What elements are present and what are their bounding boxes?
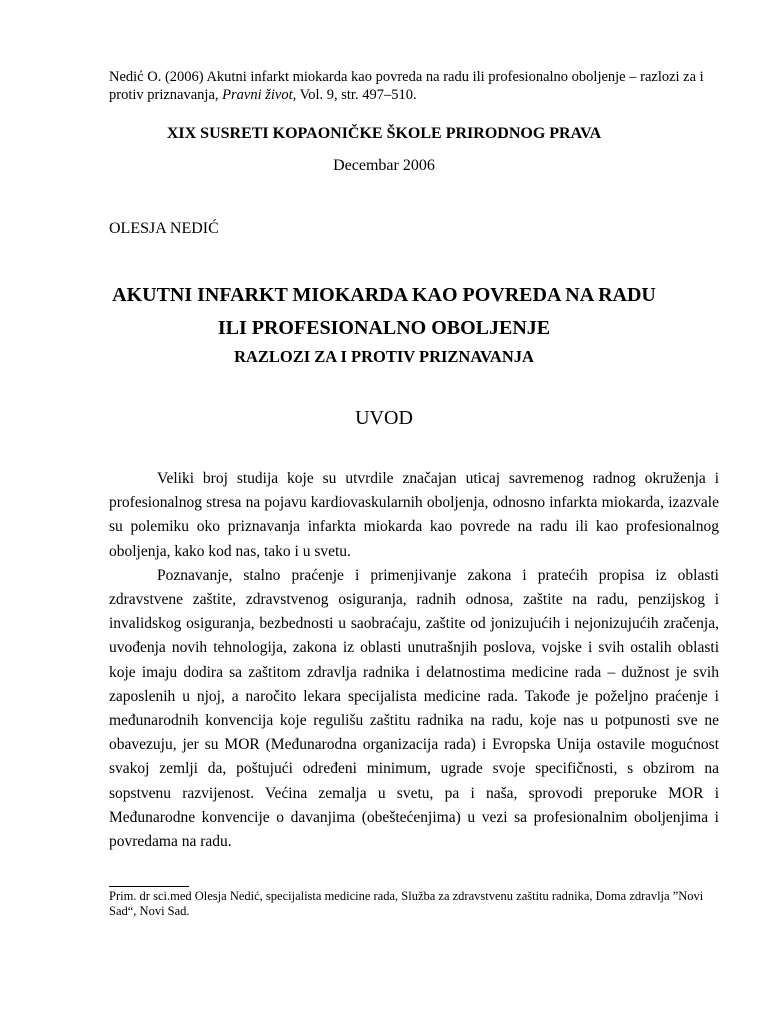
body-text bbox=[109, 467, 719, 854]
paragraph: Poznavanje, stalno praćenje i primenjivanje zakona i pratećih propisa iz oblasti zdravstvene zaštite, zdravstvenog osiguranja, radnih odnosa, zaštite na radu, penzijskog i invalidskog osiguranja, bezbednosti u saobraćaju, zaštite od jonizujućih i nejonizujućih zračenja, uvođenja novih tehnologija, zakona iz oblasti unutrašnjih poslova, vojske i svih ostalih oblasti koje imaju dodira sa zaštitom zdravlja radnika i delatnostima medicine rada – dužnost je svih zaposlenih u njoj, a naročito lekara specijalista medicine rada. Takođe je poželjno praćenje i međunarodnih konvencija koje regulišu zaštitu radnika na radu, koje nas u potpunosti sve ne obavezuju, jer su MOR (Međunarodna organizacija rada) i Evropska Unija ostavile mogućnost svakoj zemlji da, poštujući određeni minimum, ugrade svoje specifičnosti, s obzirom na sopstvenu razvijenost. Većina zemalja u svetu, pa i naša, sprovodi preporuke MOR i Međunarodne konvencije o davanjima (obeštećenjima) u vezi sa profesionalnim oboljenjima i povredama na radu. bbox=[109, 566, 719, 851]
conference-date: Decembar 2006 bbox=[333, 157, 435, 174]
citation bbox=[109, 68, 719, 104]
paper-subtitle: RAZLOZI ZA I PROTIV PRIZNAVANJA bbox=[234, 347, 534, 366]
paper-title-line-2: ILI PROFESIONALNO OBOLJENJE bbox=[217, 317, 551, 339]
citation-journal: Pravni život, bbox=[222, 87, 297, 103]
citation-volume: Vol. 9, str. 497–510. bbox=[296, 87, 417, 103]
paragraph: Veliki broj studija koje su utvrdile značajan uticaj savremenog radnog okruženja i profesionalnog stresa na pojavu kardiovaskularnih oboljenja, odnosno infarkta miokarda, izazvale su polemiku oko priznavanja infarkta miokarda kao povrede na radu ili kao profesionalnog oboljenja, kako kod nas, tako i u svetu. bbox=[109, 470, 719, 560]
footnote: Prim. dr sci.med Olesja Nedić, specijalista medicine rada, Služba za zdravstvenu zaštitu radnika, Doma zdravlja ”Novi Sad“, Novi Sad. bbox=[109, 889, 704, 918]
conference-name: XIX SUSRETI KOPAONIČKE ŠKOLE PRIRODNOG PRAVA bbox=[166, 125, 602, 142]
author-name: OLESJA NEDIĆ bbox=[109, 220, 219, 237]
paper-title-line-1: AKUTNI INFARKT MIOKARDA KAO POVREDA NA RADU bbox=[112, 284, 656, 306]
citation-text: Nedić O. (2006) Akutni infarkt miokarda kao povreda na radu ili profesionalno oboljenje – razlozi za i protiv priznavanja, bbox=[109, 69, 704, 103]
section-heading: UVOD bbox=[355, 407, 413, 429]
footnote-rule bbox=[109, 886, 189, 887]
